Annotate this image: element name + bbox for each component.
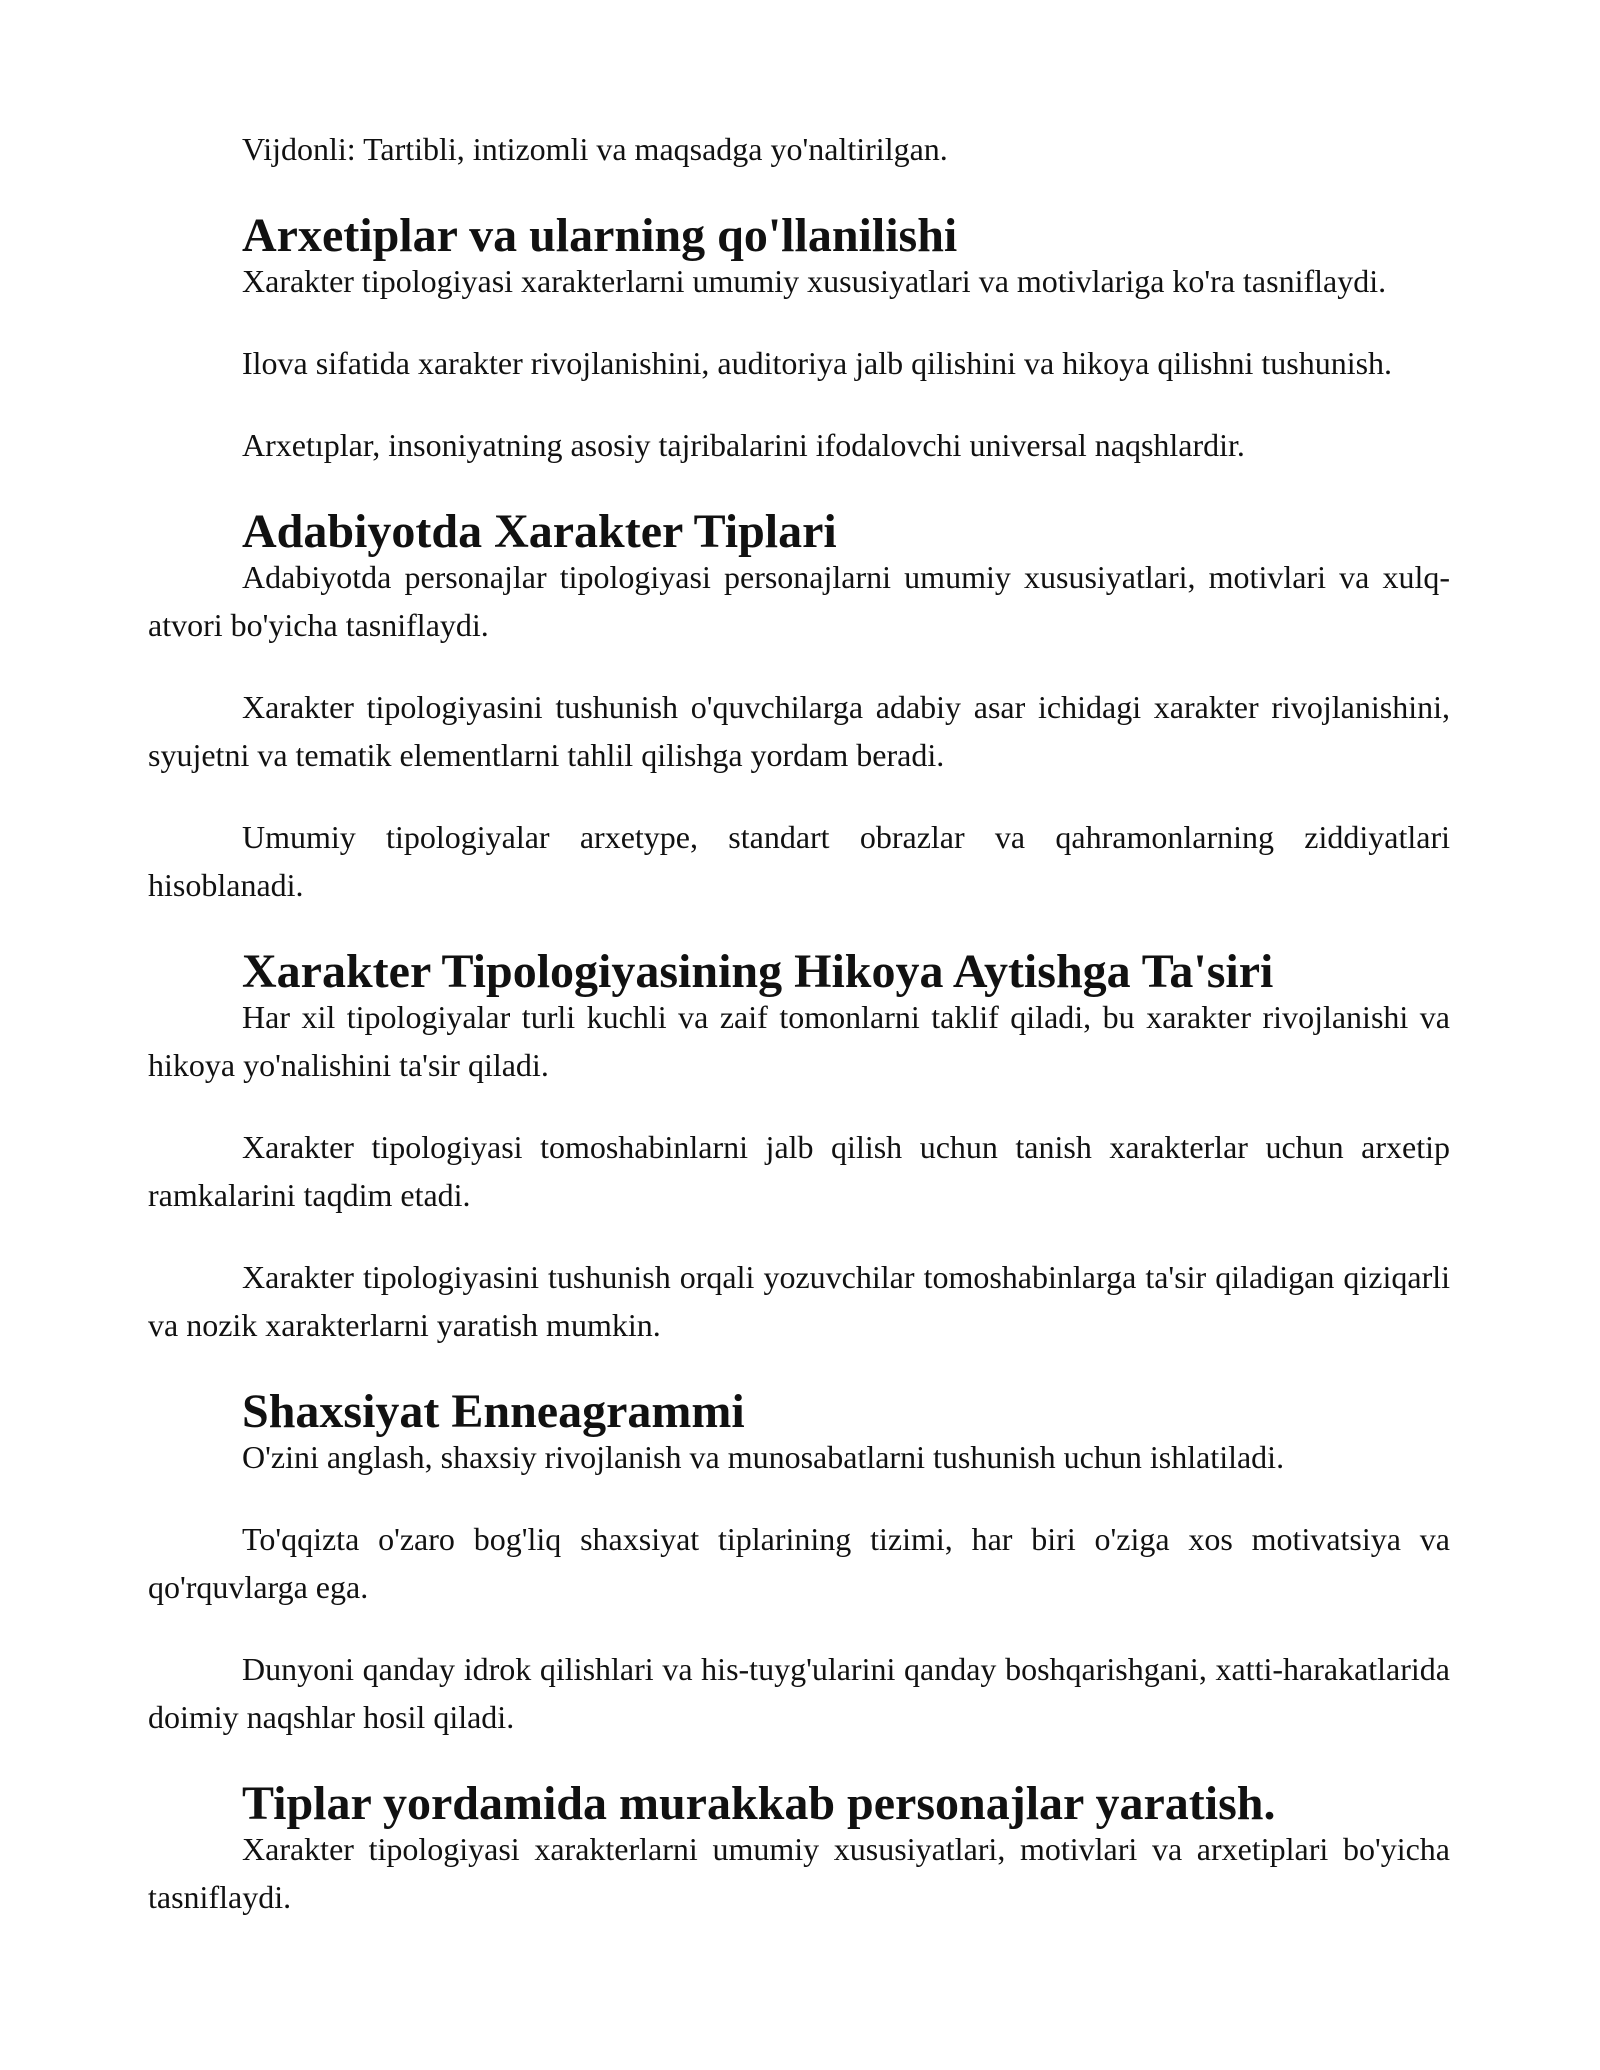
body-paragraph: Umumiy tipologiyalar arxetype, standart obrazlar va qahramonlarning ziddiyatlari hisoblanadi. — [148, 819, 1450, 903]
section-heading: Tiplar yordamida murakkab personajlar yaratish. — [242, 1777, 1276, 1830]
section-literature-types — [148, 505, 1450, 909]
body-paragraph: O'zini anglash, shaxsiy rivojlanish va munosabatlarni tushunish uchun ishlatiladi. — [242, 1439, 1285, 1475]
document-body — [148, 125, 1450, 1921]
section-heading: Adabiyotda Xarakter Tiplari — [242, 505, 837, 558]
section-enneagram — [148, 1385, 1450, 1741]
section-complex-characters — [148, 1777, 1450, 1921]
intro-paragraph: Vijdonli: Tartibli, intizomli va maqsadga yo'naltirilgan. — [242, 131, 948, 167]
body-paragraph: Dunyoni qanday idrok qilishlari va his-tuyg'ularini qanday boshqarishgani, xatti-harakatlarida doimiy naqshlar hosil qiladi. — [148, 1651, 1450, 1735]
body-paragraph: Xarakter tipologiyasi xarakterlarni umumiy xususiyatlari va motivlariga ko'ra tasniflaydi. — [242, 263, 1387, 299]
body-paragraph: Arxetıplar, insoniyatning asosiy tajribalarini ifodalovchi universal naqshlardir. — [242, 427, 1245, 463]
section-archetypes — [148, 209, 1450, 469]
body-paragraph: Xarakter tipologiyasi tomoshabinlarni jalb qilish uchun tanish xarakterlar uchun arxetip ramkalarini taqdim etadi. — [148, 1129, 1450, 1213]
body-paragraph: Ilova sifatida xarakter rivojlanishini, auditoriya jalb qilishini va hikoya qilishni tushunish. — [242, 345, 1393, 381]
body-paragraph: Xarakter tipologiyasini tushunish o'quvchilarga adabiy asar ichidagi xarakter rivojlanishini, syujetni va tematik elementlarni tahlil qilishga yordam beradi. — [148, 689, 1450, 773]
body-paragraph: Xarakter tipologiyasi xarakterlarni umumiy xususiyatlari, motivlari va arxetiplari bo'yicha tasniflaydi. — [148, 1831, 1450, 1915]
body-paragraph: Adabiyotda personajlar tipologiyasi personajlarni umumiy xususiyatlari, motivlari va xulq-atvori bo'yicha tasniflaydi. — [148, 559, 1450, 643]
section-heading: Xarakter Tipologiyasining Hikoya Aytishga Ta'siri — [242, 945, 1274, 998]
section-heading: Shaxsiyat Enneagrammi — [242, 1385, 745, 1438]
section-storytelling-impact — [148, 945, 1450, 1349]
body-paragraph: To'qqizta o'zaro bog'liq shaxsiyat tiplarining tizimi, har biri o'ziga xos motivatsiya va qo'rquvlarga ega. — [148, 1521, 1450, 1605]
body-paragraph: Har xil tipologiyalar turli kuchli va zaif tomonlarni taklif qiladi, bu xarakter rivojlanishi va hikoya yo'nalishini ta'sir qiladi. — [148, 999, 1450, 1083]
body-paragraph: Xarakter tipologiyasini tushunish orqali yozuvchilar tomoshabinlarga ta'sir qiladigan qiziqarli va nozik xarakterlarni yaratish mumkin. — [148, 1259, 1450, 1343]
section-heading: Arxetiplar va ularning qo'llanilishi — [242, 209, 958, 262]
